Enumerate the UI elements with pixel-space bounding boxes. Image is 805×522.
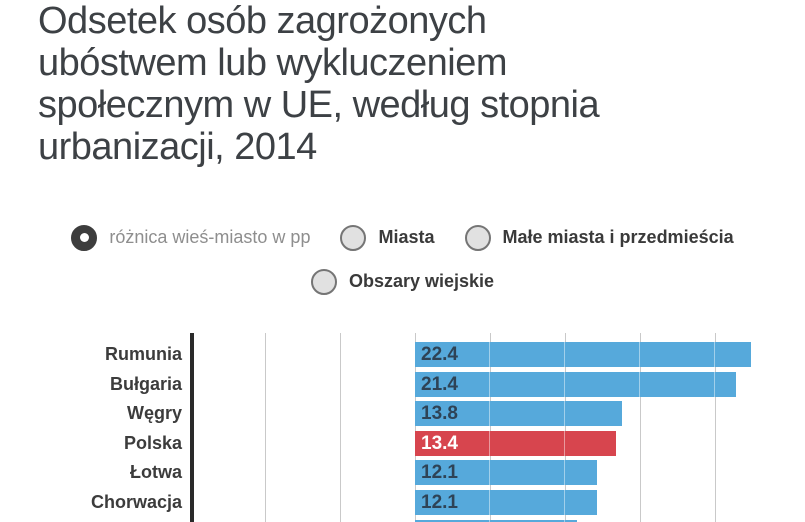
bar-value-label: 21.4 [421, 373, 458, 395]
category-label: Rumunia [104, 344, 182, 364]
title-line: Odsetek osób zagrożonych [38, 0, 487, 42]
title-line: urbanizacji, 2014 [38, 126, 317, 168]
bar-value-label: 13.8 [421, 403, 458, 425]
legend-item-label: Miasta [378, 227, 435, 247]
radio-unselected-icon [340, 225, 366, 251]
gridline [340, 333, 341, 522]
bar-łotwa[interactable] [415, 460, 597, 485]
legend-row-1 [0, 224, 805, 251]
y-axis-line [190, 333, 194, 522]
bar-chart [0, 333, 805, 522]
legend-item-miasta[interactable] [340, 225, 434, 251]
legend [0, 224, 805, 295]
legend-item-obszary-wiejskie[interactable] [311, 269, 494, 295]
plot-area [190, 333, 805, 522]
legend-item-label: różnica wieś-miasto w pp [109, 227, 311, 247]
category-label: Łotwa [130, 462, 182, 483]
radio-unselected-icon [465, 225, 491, 251]
legend-row-2 [0, 268, 805, 295]
legend-item-label: Małe miasta i przedmieścia [502, 227, 734, 247]
bar-value-label: 12.1 [421, 462, 458, 484]
category-labels [0, 333, 182, 522]
category-label: Polska [123, 432, 182, 453]
title-line: społecznym w UE, według stopnia [38, 84, 600, 126]
bar-polska[interactable] [415, 431, 616, 456]
gridline [265, 333, 266, 522]
category-label: Chorwacja [90, 492, 182, 512]
legend-item-roznica-wies-miasto[interactable] [71, 225, 310, 251]
category-label: Bułgaria [109, 373, 182, 394]
bar-rumunia[interactable] [415, 342, 751, 367]
bar-value-label: 13.4 [421, 432, 458, 454]
bar-value-label: 22.4 [421, 344, 458, 365]
bar-chorwacja[interactable] [415, 490, 597, 515]
legend-item-label: Obszary wiejskie [348, 271, 495, 291]
title-line: ubóstwem lub wykluczeniem [38, 42, 508, 84]
bar-węgry[interactable] [415, 401, 622, 426]
radio-unselected-icon [311, 269, 337, 295]
legend-item-male-miasta[interactable] [465, 225, 734, 251]
page-title [38, 0, 768, 168]
category-label: Węgry [126, 403, 182, 424]
bar-value-label: 12.1 [421, 492, 458, 513]
radio-selected-icon [71, 225, 97, 251]
bar-bułgaria[interactable] [415, 372, 736, 397]
